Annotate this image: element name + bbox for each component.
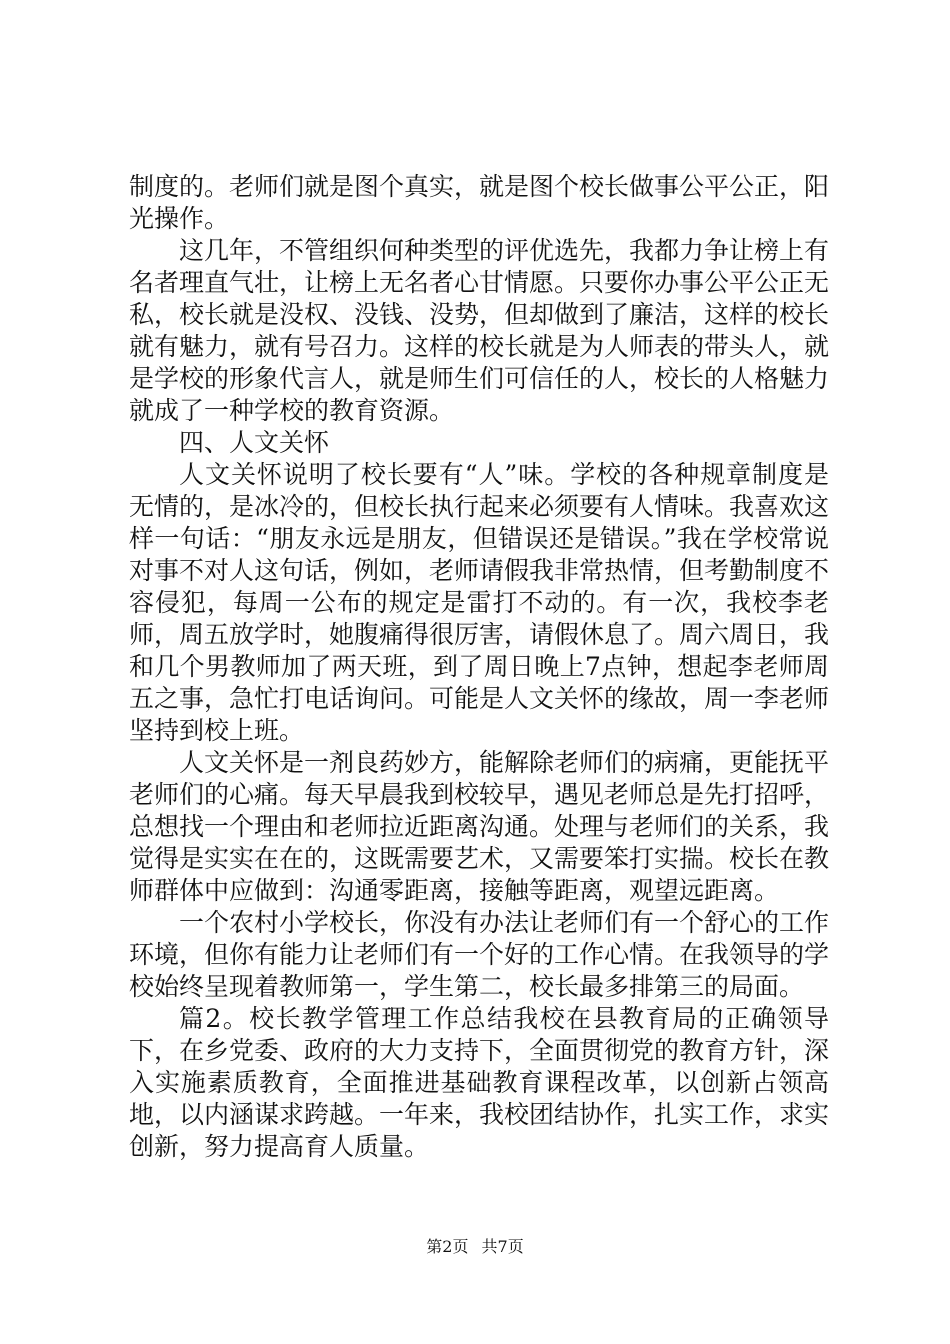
paragraph-6: 篇2。校长教学管理工作总结我校在县教育局的正确领导下，在乡党委、政府的大力支持下，全面贯彻党的教育方针，深入实施素质教育，全面推进基础教育课程改革，以创新占领高地，以内涵谋求跨越。一年来，我校团结协作，扎实工作，求实创新，努力提高育人质量。 (129, 1004, 830, 1161)
paragraph-5: 一个农村小学校长，你没有办法让老师们有一个舒心的工作环境，但你有能力让老师们有一个好的工作心情。在我领导的学校始终呈现着教师第一，学生第二，校长最多排第三的局面。 (129, 908, 830, 1001)
page-number: 第2页 (426, 1237, 469, 1256)
document-body (129, 171, 829, 1163)
paragraph-1: 制度的。老师们就是图个真实，就是图个校长做事公平公正，阳光操作。 (129, 172, 830, 233)
page-footer (0, 1237, 950, 1257)
paragraph-4: 人文关怀是一剂良药妙方，能解除老师们的病痛，更能抚平老师们的心痛。每天早晨我到校较早，遇见老师总是先打招呼，总想找一个理由和老师拉近距离沟通。处理与老师们的关系，我觉得是实实在在的，这既需要艺术，又需要笨打实揣。校长在教师群体中应做到：沟通零距离，接触等距离，观望远距离。 (129, 748, 830, 905)
section-heading: 四、人文关怀 (179, 428, 330, 457)
paragraph-2: 这几年，不管组织何种类型的评优选先，我都力争让榜上有名者理直气壮，让榜上无名者心甘情愿。只要你办事公平公正无私，校长就是没权、没钱、没势，但却做到了廉洁，这样的校长就有魅力，就有号召力。这样的校长就是为人师表的带头人，就是学校的形象代言人，就是师生们可信任的人，校长的人格魅力就成了一种学校的教育资源。 (129, 236, 830, 425)
page-total: 共7页 (481, 1237, 524, 1256)
paragraph-3: 人文关怀说明了校长要有“人”味。学校的各种规章制度是无情的，是冰冷的，但校长执行起来必须要有人情味。我喜欢这样一句话：“朋友永远是朋友，但错误还是错误。”我在学校常说对事不对人这句话，例如，老师请假我非常热情，但考勤制度不容侵犯，每周一公布的规定是雷打不动的。有一次，我校李老师，周五放学时，她腹痛得很厉害，请假休息了。周六周日，我和几个男教师加了两天班，到了周日晚上7点钟，想起李老师周五之事，急忙打电话询问。可能是人文关怀的缘故，周一李老师坚持到校上班。 (129, 460, 830, 745)
